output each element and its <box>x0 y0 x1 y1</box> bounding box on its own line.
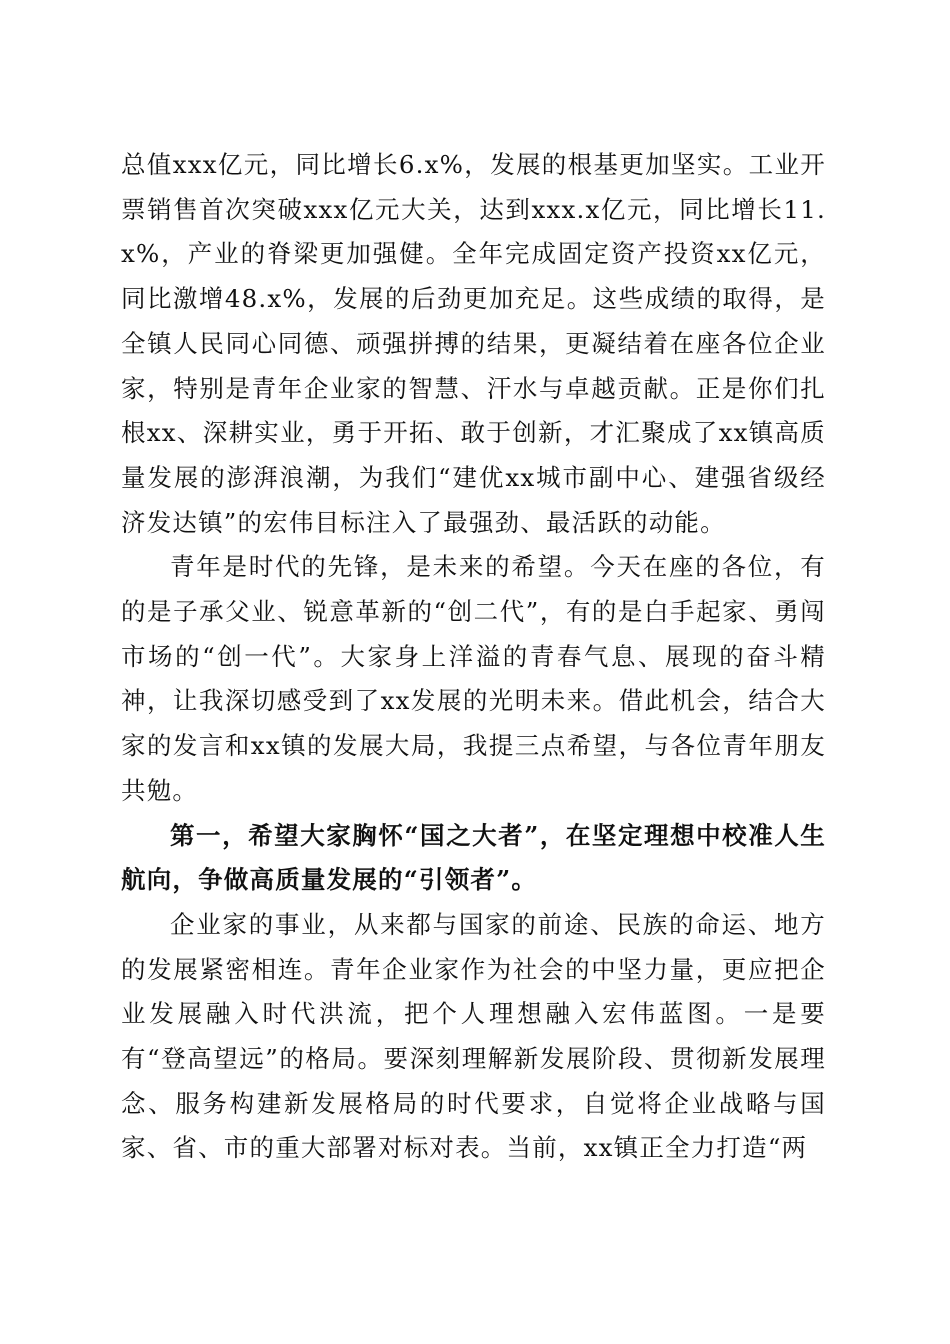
paragraph-youth: 青年是时代的先锋，是未来的希望。今天在座的各位，有的是子承父业、锐意革新的“创二代”，有的是白手起家、勇闯市场的“创一代”。大家身上洋溢的青春气息、展现的奋斗精神，让我深切感受到了xx发展的光明未来。借此机会，结合大家的发言和xx镇的发展大局，我提三点希望，与各位青年朋友共勉。 <box>121 552 826 805</box>
paragraph-achievements: 总值xxx亿元，同比增长6.x%，发展的根基更加坚实。工业开票销售首次突破xxx亿元大关，达到xxx.x亿元，同比增长11.x%，产业的脊梁更加强健。全年完成固定资产投资xx亿元，同比激增48.x%，发展的后劲更加充足。这些成绩的取得，是全镇人民同心同德、顽强拼搏的结果，更凝结着在座各位企业家，特别是青年企业家的智慧、汗水与卓越贡献。正是你们扎根xx、深耕实业，勇于开拓、敢于创新，才汇聚成了xx镇高质量发展的澎湃浪潮，为我们“建优xx城市副中心、建强省级经济发达镇”的宏伟目标注入了最强劲、最活跃的动能。 <box>121 150 826 537</box>
document-page <box>121 143 826 1171</box>
section-heading-first: 第一，希望大家胸怀“国之大者”，在坚定理想中校准人生航向，争做高质量发展的“引领者”。 <box>121 820 826 895</box>
paragraph-entrepreneurs: 企业家的事业，从来都与国家的前途、民族的命运、地方的发展紧密相连。青年企业家作为社会的中坚力量，更应把企业发展融入时代洪流，把个人理想融入宏伟蓝图。一是要有“登高望远”的格局。要深刻理解新发展阶段、贯彻新发展理念、服务构建新发展格局的时代要求，自觉将企业战略与国家、省、市的重大部署对标对表。当前，xx镇正全力打造“两 <box>121 909 826 1163</box>
